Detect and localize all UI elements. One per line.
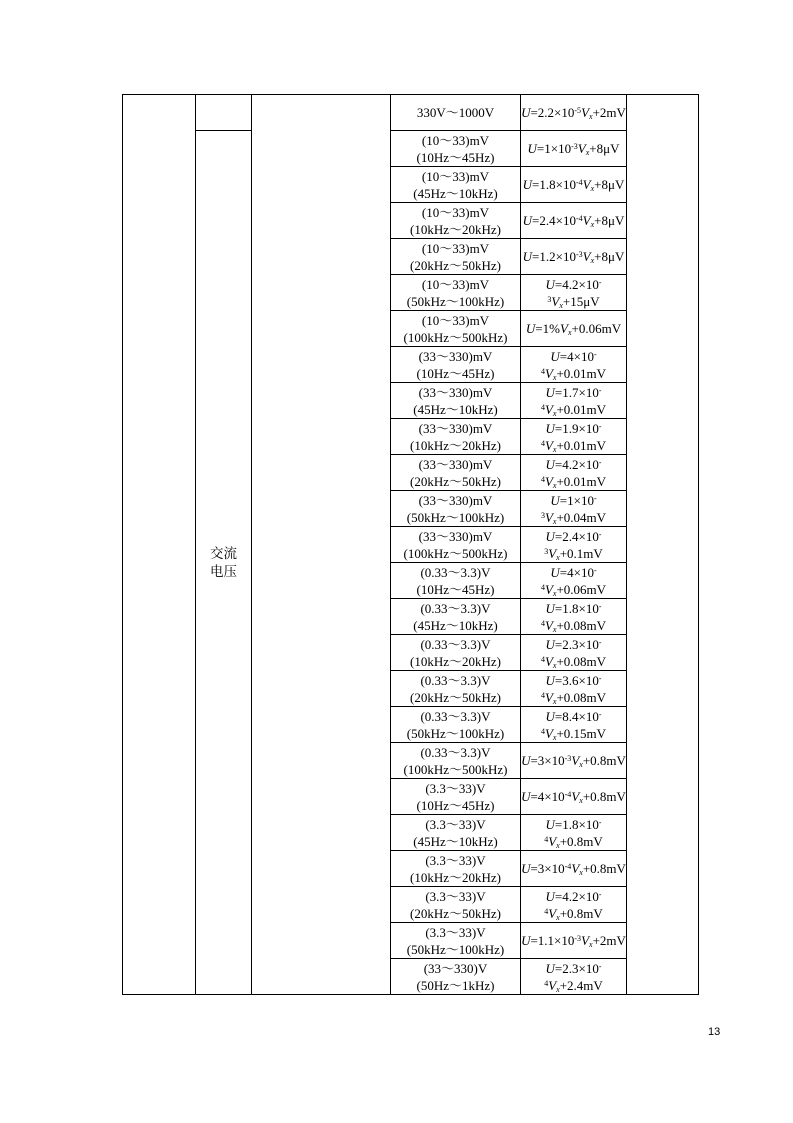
uncertainty-constant: 0.1mV xyxy=(567,545,603,561)
range-value: (33～330)mV xyxy=(418,348,493,364)
measured-value-symbol: V xyxy=(544,617,553,633)
range-value: (10～33)mV xyxy=(421,132,490,148)
uncertainty-cell: $U=1.7\times 10^{-4}V_x+0.01mV$ xyxy=(521,383,627,419)
uncertainty-exponent: -3 xyxy=(544,529,602,556)
uncertainty-cell: $U=1\times 10^{-3}V_x+0.04mV$ xyxy=(521,491,627,527)
uncertainty-exponent: -3 xyxy=(564,754,572,763)
range-value: (33～330)mV xyxy=(418,384,493,400)
uncertainty-symbol: U xyxy=(545,420,555,436)
uncertainty-constant: 8μV xyxy=(601,249,625,264)
uncertainty-constant: 0.01mV xyxy=(563,365,607,381)
uncertainty-exponent: -4 xyxy=(544,889,602,916)
uncertainty-constant: 0.01mV xyxy=(563,437,607,453)
range-value: (3.3～33)V xyxy=(425,780,486,796)
measurement-range-cell xyxy=(391,455,521,491)
measured-value-subscript: x xyxy=(552,696,557,706)
measurement-range-cell xyxy=(391,815,521,851)
uncertainty-exponent: -4 xyxy=(540,601,602,628)
uncertainty-symbol: U xyxy=(545,456,555,472)
range-value: (10～33)mV xyxy=(421,312,490,328)
ac-voltage-category-cell xyxy=(196,131,252,995)
uncertainty-symbol: U xyxy=(545,276,555,292)
frequency-range: (10Hz～45Hz) xyxy=(416,797,495,813)
uncertainty-exponent: -4 xyxy=(540,637,602,664)
measured-value-symbol: V xyxy=(548,833,557,849)
uncertainty-constant: 8μV xyxy=(596,141,620,156)
frequency-range: (50kHz～100kHz) xyxy=(406,725,505,741)
measured-value-subscript: x xyxy=(552,624,557,634)
measured-value-subscript: x xyxy=(556,984,560,994)
measurement-range-cell xyxy=(391,347,521,383)
ac-voltage-label: 交流 电压 xyxy=(210,545,237,580)
uncertainty-constant: 2mV xyxy=(599,105,626,120)
uncertainty-constant: 0.06mV xyxy=(578,321,622,336)
uncertainty-coefficient: 2.4 xyxy=(562,528,579,544)
uncertainty-exponent: -4 xyxy=(544,961,602,988)
frequency-range: (50kHz～100kHz) xyxy=(406,509,505,525)
uncertainty-constant: 15μV xyxy=(570,293,600,309)
uncertainty-coefficient: 1.7 xyxy=(562,384,579,400)
measurement-range-cell xyxy=(391,779,521,815)
range-value: (0.33～3.3)V xyxy=(420,708,491,724)
uncertainty-cell: $U=3.6\times 10^{-4}V_x+0.08mV$ xyxy=(521,671,627,707)
uncertainty-coefficient: 8.4 xyxy=(562,708,579,724)
remarks-cell xyxy=(627,95,699,995)
uncertainty-constant: 2mV xyxy=(599,933,626,948)
measured-value-symbol: V xyxy=(544,689,553,705)
uncertainty-exponent: -3 xyxy=(574,934,582,943)
uncertainty-cell: $U=1.8\times 10^{-4}V_x+0.8mV$ xyxy=(521,815,627,851)
range-value: (33～330)mV xyxy=(418,420,493,436)
range-value: (33～330)mV xyxy=(418,492,493,508)
uncertainty-symbol: U xyxy=(545,816,555,832)
uncertainty-exponent: -4 xyxy=(575,214,583,223)
measured-value-symbol: V xyxy=(548,977,557,993)
uncertainty-constant: 8μV xyxy=(601,177,625,192)
measurement-category-cell xyxy=(123,95,196,995)
measurement-range-cell xyxy=(391,599,521,635)
frequency-range: (45Hz～10kHz) xyxy=(413,185,498,201)
measured-value-symbol: V xyxy=(544,365,553,381)
uncertainty-symbol: U xyxy=(527,141,537,156)
measured-value-subscript: x xyxy=(556,840,560,850)
uncertainty-constant: 0.8mV xyxy=(590,789,626,804)
measurement-range-cell xyxy=(391,203,521,239)
measurement-range-cell xyxy=(391,959,521,995)
uncertainty-constant: 0.8mV xyxy=(567,905,603,921)
range-value: (3.3～33)V xyxy=(425,888,486,904)
measured-value-symbol: V xyxy=(544,725,553,741)
measurement-range-cell xyxy=(391,275,521,311)
measurement-range-cell xyxy=(391,95,521,131)
uncertainty-symbol: U xyxy=(521,933,531,948)
range-value: (0.33～3.3)V xyxy=(420,744,491,760)
uncertainty-symbol: U xyxy=(521,861,531,876)
measured-value-symbol: V xyxy=(544,653,553,669)
uncertainty-coefficient: 1% xyxy=(542,321,560,336)
uncertainty-symbol: U xyxy=(545,672,555,688)
uncertainty-cell: $U=2.2\times 10^{-5}V_x+2mV$ xyxy=(521,95,627,131)
uncertainty-exponent: -4 xyxy=(540,565,597,592)
uncertainty-symbol: U xyxy=(545,888,555,904)
measurement-range-cell xyxy=(391,743,521,779)
uncertainty-cell: $U=8.4\times 10^{-4}V_x+0.15mV$ xyxy=(521,707,627,743)
uncertainty-coefficient: 1.8 xyxy=(562,816,579,832)
frequency-range: (100kHz～500kHz) xyxy=(403,329,508,345)
range-value: (0.33～3.3)V xyxy=(420,672,491,688)
uncertainty-constant: 0.08mV xyxy=(563,617,607,633)
measurement-range-cell xyxy=(391,383,521,419)
measurement-range-cell xyxy=(391,239,521,275)
measured-value-subscript: x xyxy=(552,408,557,418)
uncertainty-cell: $U=3\times 10^{-4}V_x+0.8mV$ xyxy=(521,851,627,887)
measurement-range-cell xyxy=(391,635,521,671)
uncertainty-symbol: U xyxy=(545,636,555,652)
measured-value-symbol: V xyxy=(548,545,557,561)
range-value: (0.33～3.3)V xyxy=(420,600,491,616)
measured-value-subscript: x xyxy=(585,148,590,157)
measured-value-subscript: x xyxy=(579,760,583,769)
frequency-range: (10kHz～20kHz) xyxy=(410,437,501,453)
uncertainty-coefficient: 1.9 xyxy=(562,420,579,436)
uncertainty-exponent: -5 xyxy=(574,106,582,115)
uncertainty-constant: 0.06mV xyxy=(563,581,607,597)
uncertainty-symbol: U xyxy=(545,384,555,400)
measured-value-symbol: V xyxy=(571,789,580,804)
measured-value-symbol: V xyxy=(582,249,591,264)
uncertainty-constant: 0.01mV xyxy=(563,473,607,489)
uncertainty-constant: 0.04mV xyxy=(563,509,607,525)
uncertainty-cell: $U=4\times 10^{-4}V_x+0.06mV$ xyxy=(521,563,627,599)
uncertainty-coefficient: 4.2 xyxy=(562,276,579,292)
range-value: (3.3～33)V xyxy=(425,816,486,832)
measured-value-symbol: V xyxy=(582,177,591,192)
uncertainty-coefficient: 4 xyxy=(537,789,545,804)
range-value: (33～330)mV xyxy=(418,528,493,544)
uncertainty-exponent: -4 xyxy=(544,817,602,844)
uncertainty-symbol: U xyxy=(545,528,555,544)
uncertainty-exponent: -4 xyxy=(540,709,602,736)
uncertainty-coefficient: 1.8 xyxy=(562,600,579,616)
uncertainty-coefficient: 1.1 xyxy=(537,933,555,948)
frequency-range: (50Hz～1kHz) xyxy=(416,977,495,993)
uncertainty-constant: 0.8mV xyxy=(590,861,626,876)
uncertainty-coefficient: 4.2 xyxy=(562,888,579,904)
uncertainty-coefficient: 3 xyxy=(537,753,545,768)
uncertainty-symbol: U xyxy=(550,564,560,580)
uncertainty-constant: 0.08mV xyxy=(563,689,607,705)
measurement-range-cell xyxy=(391,131,521,167)
uncertainty-cell: $U=1\times 10^{-3}V_x+8\mu V$ xyxy=(521,131,627,167)
measurement-range-cell xyxy=(391,491,521,527)
uncertainty-cell: $U=1.1\times 10^{-3}V_x+2mV$ xyxy=(521,923,627,959)
uncertainty-symbol: U xyxy=(545,600,555,616)
measurement-range-cell xyxy=(391,563,521,599)
uncertainty-cell: $U=1\%V_x+0.06mV$ xyxy=(521,311,627,347)
range-value: (3.3～33)V xyxy=(425,852,486,868)
range-value: 330V～1000V xyxy=(416,105,495,120)
measured-value-subscript: x xyxy=(552,588,557,598)
measured-value-subscript: x xyxy=(567,328,572,337)
table-row xyxy=(123,131,699,167)
measurement-range-cell xyxy=(391,851,521,887)
uncertainty-cell: $U=4.2\times 10^{-4}V_x+0.01mV$ xyxy=(521,455,627,491)
measured-value-subscript: x xyxy=(552,480,557,490)
range-value: (10～33)mV xyxy=(421,204,490,220)
frequency-range: (45Hz～10kHz) xyxy=(413,401,498,417)
uncertainty-symbol: U xyxy=(550,492,560,508)
uncertainty-cell: $U=4\times 10^{-4}V_x+0.01mV$ xyxy=(521,347,627,383)
uncertainty-symbol: U xyxy=(522,213,533,228)
uncertainty-cell: $U=1.8\times 10^{-4}V_x+0.08mV$ xyxy=(521,599,627,635)
measured-value-symbol: V xyxy=(571,861,580,876)
frequency-range: (20kHz～50kHz) xyxy=(410,905,501,921)
uncertainty-symbol: U xyxy=(521,789,531,804)
measured-value-subscript: x xyxy=(556,552,560,562)
measured-value-subscript: x xyxy=(590,220,595,229)
uncertainty-cell: $U=2.4\times 10^{-3}V_x+0.1mV$ xyxy=(521,527,627,563)
measurement-range-cell xyxy=(391,419,521,455)
uncertainty-symbol: U xyxy=(521,105,531,120)
uncertainty-exponent: -4 xyxy=(540,349,597,376)
uncertainty-cell: $U=3\times 10^{-3}V_x+0.8mV$ xyxy=(521,743,627,779)
uncertainty-symbol: U xyxy=(522,177,533,192)
uncertainty-exponent: -4 xyxy=(540,385,602,412)
uncertainty-constant: 8μV xyxy=(601,213,625,228)
uncertainty-coefficient: 2.3 xyxy=(562,960,579,976)
uncertainty-constant: 2.4mV xyxy=(567,977,603,993)
uncertainty-constant: 0.8mV xyxy=(567,833,603,849)
uncertainty-exponent: -4 xyxy=(564,862,572,871)
frequency-range: (50kHz～100kHz) xyxy=(406,941,505,957)
range-value: (10～33)mV xyxy=(421,276,490,292)
measured-value-symbol: V xyxy=(581,105,590,120)
measured-value-symbol: V xyxy=(559,321,568,336)
uncertainty-cell: $U=1.8\times 10^{-4}V_x+8\mu V$ xyxy=(521,167,627,203)
uncertainty-exponent: -4 xyxy=(540,421,602,448)
uncertainty-exponent: -4 xyxy=(564,790,572,799)
page-number: 13 xyxy=(708,1026,721,1038)
uncertainty-symbol: U xyxy=(522,249,533,264)
measured-value-subscript: x xyxy=(552,732,557,742)
measured-value-subscript: x xyxy=(579,868,583,877)
uncertainty-exponent: -3 xyxy=(571,142,578,151)
uncertainty-coefficient: 2.4 xyxy=(539,213,556,228)
uncertainty-cell: $U=4.2\times 10^{-4}V_x+0.8mV$ xyxy=(521,887,627,923)
uncertainty-coefficient: 1.2 xyxy=(539,249,556,264)
uncertainty-exponent: -4 xyxy=(540,457,602,484)
measured-value-symbol: V xyxy=(544,401,553,417)
uncertainty-exponent: -3 xyxy=(540,493,597,520)
range-value: (10～33)mV xyxy=(421,240,490,256)
measured-value-subscript: x xyxy=(579,796,583,805)
uncertainty-coefficient: 4 xyxy=(567,564,574,580)
uncertainty-cell: $U=2.3\times 10^{-4}V_x+0.08mV$ xyxy=(521,635,627,671)
measured-value-subscript: x xyxy=(552,444,557,454)
uncertainty-constant: 0.01mV xyxy=(563,401,607,417)
frequency-range: (10kHz～20kHz) xyxy=(410,869,501,885)
measured-value-subscript: x xyxy=(552,660,557,670)
measured-value-symbol: V xyxy=(571,753,580,768)
frequency-range: (45Hz～10kHz) xyxy=(413,833,498,849)
uncertainty-coefficient: 2.2 xyxy=(537,105,555,120)
frequency-range: (45Hz～10kHz) xyxy=(413,617,498,633)
frequency-range: (10kHz～20kHz) xyxy=(410,221,501,237)
uncertainty-coefficient: 1.8 xyxy=(539,177,556,192)
uncertainty-cell: $U=1.9\times 10^{-4}V_x+0.01mV$ xyxy=(521,419,627,455)
measured-value-subscript: x xyxy=(552,516,557,526)
uncertainty-constant: 0.08mV xyxy=(563,653,607,669)
measurement-range-cell xyxy=(391,167,521,203)
uncertainty-coefficient: 3.6 xyxy=(562,672,579,688)
frequency-range: (20kHz～50kHz) xyxy=(410,257,501,273)
measured-value-subscript: x xyxy=(589,112,593,121)
measured-value-subscript: x xyxy=(556,912,560,922)
frequency-range: (100kHz～500kHz) xyxy=(403,545,508,561)
range-value: (10～33)mV xyxy=(421,168,490,184)
measured-value-symbol: V xyxy=(544,473,553,489)
uncertainty-symbol: U xyxy=(545,708,555,724)
measured-value-subscript: x xyxy=(590,256,595,265)
frequency-range: (10Hz～45Hz) xyxy=(416,365,495,381)
uncertainty-cell: $U=4\times 10^{-4}V_x+0.8mV$ xyxy=(521,779,627,815)
frequency-range: (20kHz～50kHz) xyxy=(410,689,501,705)
frequency-range: (10Hz～45Hz) xyxy=(416,581,495,597)
uncertainty-coefficient: 1 xyxy=(567,492,574,508)
reference-standard-cell xyxy=(252,95,391,995)
uncertainty-coefficient: 4 xyxy=(567,348,574,364)
measured-value-symbol: V xyxy=(551,293,560,309)
measured-value-subscript: x xyxy=(552,372,557,382)
uncertainty-exponent: -3 xyxy=(575,250,583,259)
measurement-range-cell xyxy=(391,707,521,743)
range-value: (0.33～3.3)V xyxy=(420,564,491,580)
frequency-range: (50kHz～100kHz) xyxy=(406,293,505,309)
frequency-range: (10Hz～45Hz) xyxy=(416,149,495,165)
uncertainty-symbol: U xyxy=(521,753,531,768)
measurement-range-cell xyxy=(391,527,521,563)
uncertainty-coefficient: 2.3 xyxy=(562,636,579,652)
frequency-range: (100kHz～500kHz) xyxy=(403,761,508,777)
measured-value-symbol: V xyxy=(544,437,553,453)
uncertainty-constant: 0.15mV xyxy=(563,725,607,741)
measured-value-symbol: V xyxy=(544,509,553,525)
uncertainty-coefficient: 3 xyxy=(537,861,545,876)
calibration-spec-table xyxy=(122,94,699,995)
measured-value-symbol: V xyxy=(581,933,590,948)
uncertainty-cell: $U=4.2\times 10^{-3}V_x+15\mu V$ xyxy=(521,275,627,311)
uncertainty-symbol: U xyxy=(525,321,536,336)
uncertainty-exponent: -4 xyxy=(540,673,602,700)
subcategory-cell-continued xyxy=(196,95,252,131)
measurement-range-cell xyxy=(391,671,521,707)
measured-value-symbol: V xyxy=(582,213,591,228)
uncertainty-cell: $U=1.2\times 10^{-3}V_x+8\mu V$ xyxy=(521,239,627,275)
measurement-range-cell xyxy=(391,311,521,347)
frequency-range: (10kHz～20kHz) xyxy=(410,653,501,669)
range-value: (0.33～3.3)V xyxy=(420,636,491,652)
range-value: (3.3～33)V xyxy=(425,924,486,940)
measured-value-subscript: x xyxy=(590,184,595,193)
uncertainty-exponent: -3 xyxy=(547,277,602,304)
uncertainty-coefficient: 4.2 xyxy=(562,456,579,472)
measured-value-symbol: V xyxy=(548,905,557,921)
uncertainty-coefficient: 1 xyxy=(544,141,551,156)
frequency-range: (20kHz～50kHz) xyxy=(410,473,501,489)
measurement-range-cell xyxy=(391,923,521,959)
measured-value-symbol: V xyxy=(577,141,586,156)
measured-value-symbol: V xyxy=(544,581,553,597)
measured-value-subscript: x xyxy=(589,940,593,949)
range-value: (33～330)V xyxy=(423,960,488,976)
table-body xyxy=(123,95,699,995)
uncertainty-constant: 0.8mV xyxy=(590,753,626,768)
uncertainty-cell: $U=2.3\times 10^{-4}V_x+2.4mV$ xyxy=(521,959,627,995)
measurement-range-cell xyxy=(391,887,521,923)
measured-value-subscript: x xyxy=(559,300,563,310)
uncertainty-symbol: U xyxy=(545,960,555,976)
uncertainty-exponent: -4 xyxy=(575,178,583,187)
uncertainty-cell: $U=2.4\times 10^{-4}V_x+8\mu V$ xyxy=(521,203,627,239)
table-row xyxy=(123,95,699,131)
uncertainty-symbol: U xyxy=(550,348,560,364)
range-value: (33～330)mV xyxy=(418,456,493,472)
